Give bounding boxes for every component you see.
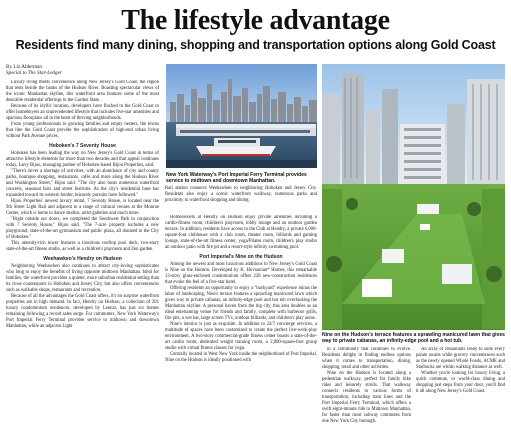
paragraph: From young professionals to growing families and empty nesters, the towns that line the Gold Coast provide the sophistication of high-end urban living without Park Avenue prices. <box>6 122 159 139</box>
paragraph: Bijou Properties' newest luxury rental, 7 Seventy House, is located near the 9th Street Light Rail and adjacent to a range of cultural venues at the Monroe Center, which is home to dance studios, artist galleries and much more. <box>6 199 159 216</box>
article-column-3 <box>322 347 505 441</box>
paragraph: "There's never a shortage of activities, with an abundance of city and county parks, boutique shopping, restaurants, cafés and more along the Hudson River and Washington Street," Bijou said. "The city also hosts numerous waterfront concerts, seasonal fairs and street festivals. As the city's residential base has expanded toward its western border, leisurely pursuits have followed." <box>6 169 159 198</box>
column-3-split <box>322 347 505 425</box>
byline <box>6 64 166 76</box>
ferry-photo-illustration <box>166 64 317 168</box>
column-3-left <box>322 347 411 425</box>
section-subheading: Weehawken's Hendry on Hudson <box>43 256 122 262</box>
paragraph: Offering residents an opportunity to enjoy a "backyard" experience minus the labor of landscaping, Nine's terrace features a sprawling manicured lawn which gives way to private cabanas, an infinity-edge pool and hot tub overlooking the Manhattan skyline. A personal haven from the big city, this area doubles as an ideal entertaining venue for friends and family, complete with barbecue grills, fire pits, a wet bar, large screen TVs, outdoor billiards, and children's play areas. <box>165 286 317 321</box>
paragraph: Among the newest and most luxurious additions to New Jersey's Gold Coast is Nine on the Hudson. Developed by K. Hovnanian* Homes, this remarkable 13-story glass-enclosed condominium offers 228 new-construction residences that evoke the feel of a five-star hotel. <box>165 262 317 285</box>
terrace-photo-illustration <box>322 64 505 330</box>
article-subheadline: Residents find many dining, shopping and transportation options along Gold Coast <box>15 38 496 52</box>
paragraph: Homeowners at Hendry on Hudson enjoy private amenities including a cardio-fitness room, children's playroom, lobby lounge and an outdoor garden terrace. In addition, residents have access to the Club at Hendry, a private 6,000-square-foot clubhouse with a club room, theater room, billiards and gaming lounge, state-of-the-art fitness center, yoga/Pilates room, children's play studio an outdoor patio with fire pit and a resort-style infinity swimming pool. <box>165 215 317 250</box>
paragraph: in a community that continues to evolve. Residents delight in finding endless options when it comes to transportation, dining, shopping, retail and other activities. <box>322 347 411 370</box>
paragraph: Centrally located in West New York inside the neighborhood of Port Imperial, Nine on the Hudson is ideally positioned with <box>165 352 317 363</box>
column-3-right <box>416 347 505 425</box>
paragraph: Luxury living meets convenience along New Jersey's Gold Coast, the region that rests beside the banks of the Hudson River. Boasting spectacular views of the iconic Manhattan skyline, this waterfront area features some of the most desirable residential offerings in the Garden State. <box>6 80 159 103</box>
section-subheading: Hoboken's 7 Seventy House <box>49 143 116 149</box>
paragraph: Whether you're looking for luxury living, a quick commute, or world-class dining and shopping just steps from your door, you'll find it all along New Jersey's Gold Coast. <box>416 371 505 394</box>
article-headline: The lifestyle advantage <box>121 5 390 36</box>
paragraph: Because of its idyllic location, developers have flocked to the Gold Coast to offer homebuyers an unprecedented lifestyle that includes five-star amenities and spacious floorplans all in the heart of thriving neighborhoods. <box>6 104 159 121</box>
terrace-photo <box>322 64 505 330</box>
paragraph: Hoboken has been leading the way on New Jersey's Gold Coast in terms of attractive lifestyle elements for more than two decades and that appeal continues today, Larry Bijou, managing partner of Hoboken-based Bijou Properties, said. <box>6 151 159 168</box>
paragraph: Neighboring Weehawken also continues to attract city-loving sophisticates who long to enjoy the benefits of living opposite midtown Manhattan. Ideal for families, the waterfront provides a quieter, more suburban residential setting than its close counterparts in Hoboken and Jersey City, but also offers conveniences such as walkable shops, restaurants and recreation. <box>6 264 159 293</box>
byline-credit: Special to The Star-Ledger <box>6 70 62 76</box>
paragraph: Nine's interior is just as exquisite. In addition to 24/7 concierge services, a multitude of spaces have been customized to create the perfect live-work-play environment. A two-story commercial-grade fitness center boasts a state-of-the-art cardio room, dedicated weight training room, a 2,000-square-foot group studio with virtual fitness classes for yoga. <box>165 322 317 351</box>
paragraph: Nine on the Hudson is located along a pedestrian walkway, perfect for family bike rides and leisurely strolls. That walkway connects residents to various forms of transportation, including train lines and the Port Imperial Ferry Terminal, which offers a swift eight-minute ride to Midtown Manhattan, far faster than most subway commutes from one New York City borough. <box>322 371 411 424</box>
paragraph: An array of restaurants ready to suite every palate awaits while grocery conveniences such as the newly opened Whole Foods, ACME and Starbucks are within walking distance as well. <box>416 347 505 370</box>
ferry-photo-caption: New York Waterway's Port Imperial Ferry Terminal provides service to midtown and downtown Manhattan. <box>166 172 307 184</box>
terrace-photo-caption: Nine on the Hudson's terrace features a sprawling manicured lawn that gives way to private cabanas, an infinity-edge pool and a hot tub. <box>322 332 505 344</box>
article-column-2-top: Rail station connects Weehawken to neighboring Hoboken and Jersey City. Residents also enjoy a scenic waterfront walkway, numerous parks and proximity to waterfront shopping and dining. <box>165 186 317 203</box>
article-column-1 <box>6 80 159 440</box>
ferry-photo <box>166 64 317 168</box>
section-subheading: Port Imperial's Nine on the Hudson <box>199 254 283 260</box>
paragraph: "Right outside our doors, we completed the Southwest Park in conjunction with 7 Seventy House," Bijou said. "The 7-acre property includes a new playground, state-of-the-art gymnasium and public plaza, all donated to the City of Hoboken." <box>6 217 159 240</box>
article-column-2 <box>165 215 317 441</box>
paragraph: Because of all the advantages the Gold Coast offers, it's no surprise waterfront properties are in high demand. In fact, Hendry on Hudson, a collection of 201 luxury condominium residences, developed by Lennar, has just six homes remaining following a record sales surge. For commuters, New York Waterway's Port Imperial Ferry Terminal provides service to midtown and downtown Manhattan, while an adjacent Light <box>6 294 159 329</box>
paragraph: This amenity-rich tower features a luxurious rooftop pool deck, two-story state-of-the-art fitness studio, as well as a children's playroom and Zen garden. <box>6 241 159 252</box>
byline-author: By Liz Alderman <box>6 64 43 70</box>
